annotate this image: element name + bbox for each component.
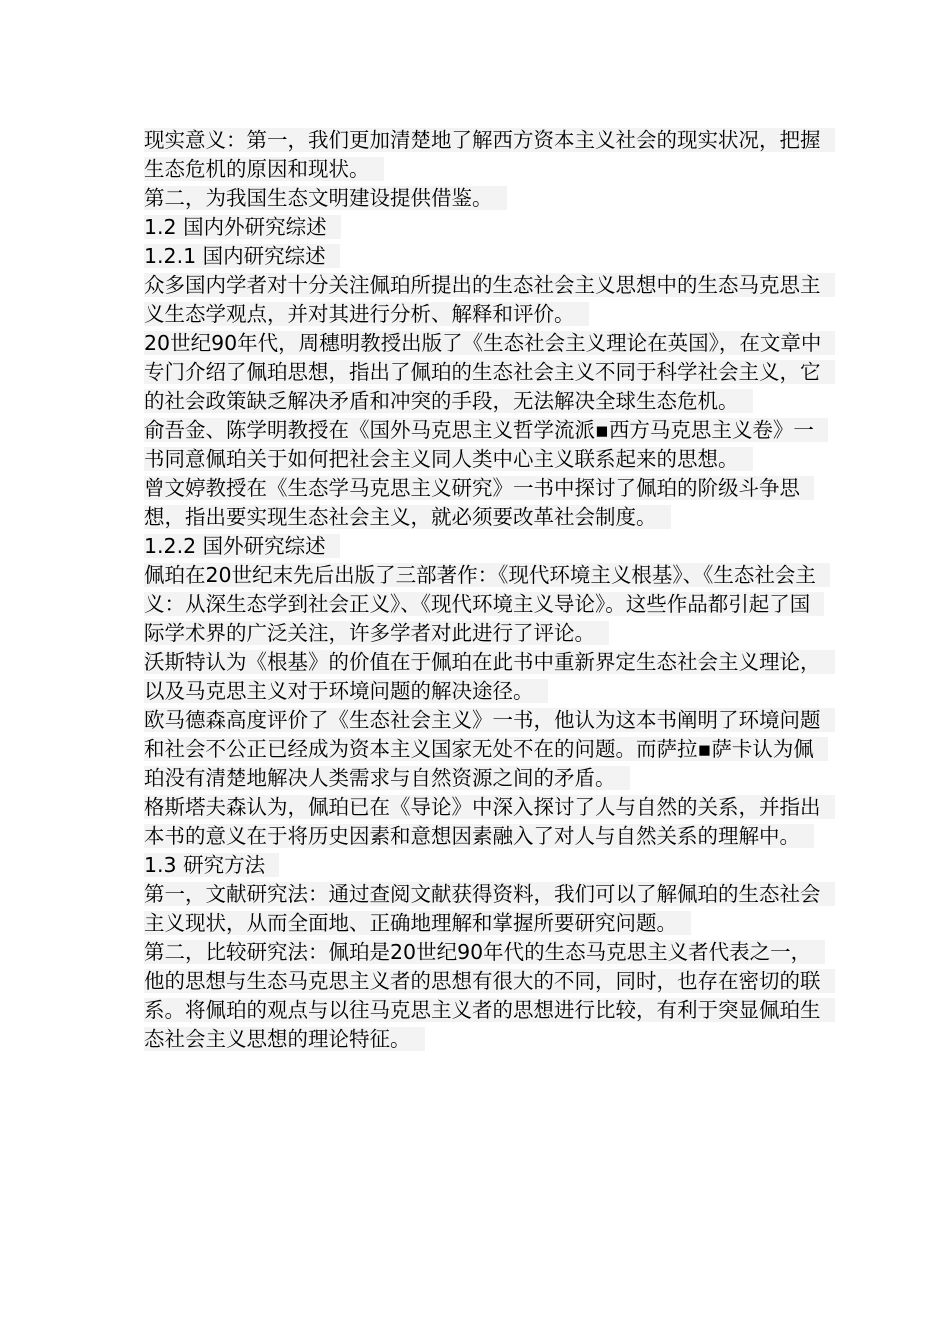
paragraph-second-point — [144, 184, 824, 213]
paragraph-literature-method — [144, 880, 824, 938]
paragraph-zhou-suiming — [144, 329, 824, 416]
paragraph-text: 众多国内学者对十分关注佩珀所提出的生态社会主义思想中的生态马克思主义生态学观点，并对其进行分析、解释和评价。 — [144, 273, 835, 326]
paragraph-zeng-wenting — [144, 474, 824, 532]
paragraph-text: 曾文婷教授在《生态学马克思主义研究》一书中探讨了佩珀的阶级斗争思想，指出要实现生态社会主义，就必须要改革社会制度。 — [144, 476, 814, 529]
paragraph-text: 第二，为我国生态文明建设提供借鉴。 — [144, 186, 507, 210]
paragraph-text: 格斯塔夫森认为，佩珀已在《导论》中深入探讨了人与自然的关系，并指出本书的意义在于将历史因素和意想因素融入了对人与自然关系的理解中。 — [144, 795, 835, 848]
paragraph-pepper-works — [144, 561, 824, 648]
section-heading-1-2-1 — [144, 242, 824, 271]
paragraph-comparative-method — [144, 938, 824, 1054]
heading-text: 1.3 研究方法 — [144, 853, 279, 877]
section-heading-1-3 — [144, 851, 824, 880]
section-heading-1-2 — [144, 213, 824, 242]
document-body — [144, 126, 824, 1054]
paragraph-text: 第一，文献研究法：通过查阅文献获得资料，我们可以了解佩珀的生态社会主义现状，从而全面地、正确地理解和掌握所要研究问题。 — [144, 882, 835, 935]
paragraph-text: 20世纪90年代，周穗明教授出版了《生态社会主义理论在英国》，在文章中专门介绍了佩珀思想，指出了佩珀的生态社会主义不同于科学社会主义，它的社会政策缺乏解决矛盾和冲突的手段，无法解决全球生态危机。 — [144, 331, 835, 413]
heading-text: 1.2.1 国内研究综述 — [144, 244, 340, 268]
paragraph-gustafsson — [144, 793, 824, 851]
section-heading-1-2-2 — [144, 532, 824, 561]
paragraph-text: 沃斯特认为《根基》的价值在于佩珀在此书中重新界定生态社会主义理论，以及马克思主义对于环境问题的解决途径。 — [144, 650, 835, 703]
paragraph-text: 俞吾金、陈学明教授在《国外马克思主义哲学流派▪西方马克思主义卷》一书同意佩珀关于如何把社会主义同人类中心主义联系起来的思想。 — [144, 418, 828, 471]
paragraph-text: 欧马德森高度评价了《生态社会主义》一书，他认为这本书阐明了环境问题和社会不公正已经成为资本主义国家无处不在的问题。而萨拉▪萨卡认为佩珀没有清楚地解决人类需求与自然资源之间的矛盾。 — [144, 708, 835, 790]
heading-text: 1.2 国内外研究综述 — [144, 215, 341, 239]
paragraph-worster — [144, 648, 824, 706]
heading-text: 1.2.2 国外研究综述 — [144, 534, 340, 558]
paragraph-yu-wujin — [144, 416, 824, 474]
paragraph-text: 佩珀在20世纪末先后出版了三部著作：《现代环境主义根基》、《生态社会主义：从深生态学到社会正义》、《现代环境主义导论》。这些作品都引起了国际学术界的广泛关注，许多学者对此进行了评论。 — [144, 563, 830, 645]
paragraph-practical-significance — [144, 126, 824, 184]
paragraph-domestic-scholars — [144, 271, 824, 329]
paragraph-text: 现实意义：第一，我们更加清楚地了解西方资本主义社会的现实状况，把握生态危机的原因和现状。 — [144, 128, 835, 181]
paragraph-madsen — [144, 706, 824, 793]
paragraph-text: 第二，比较研究法：佩珀是20世纪90年代的生态马克思主义者代表之一，他的思想与生态马克思主义者的思想有很大的不同，同时，也存在密切的联系。将佩珀的观点与以往马克思主义者的思想进行比较，有利于突显佩珀生态社会主义思想的理论特征。 — [144, 940, 835, 1051]
